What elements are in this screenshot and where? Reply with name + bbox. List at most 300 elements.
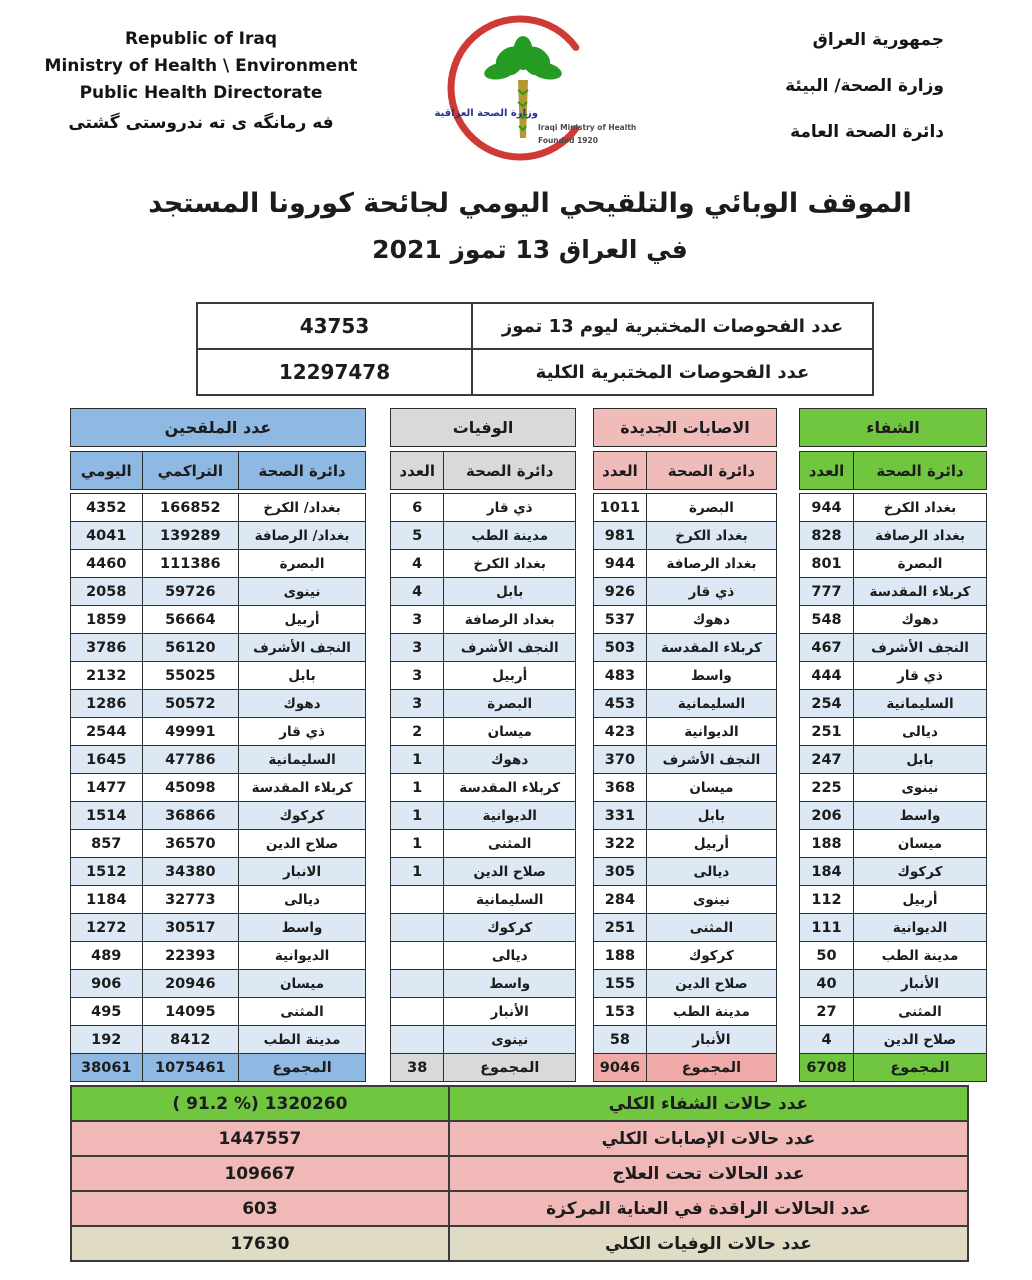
total-tests-label: عدد الفحوصات المختبرية الكلية [535, 361, 810, 383]
new-cases-cell-directorate: البصرة [646, 494, 776, 521]
recoveries-row [799, 662, 987, 690]
new-cases-row [593, 746, 777, 774]
recoveries-row [799, 690, 987, 718]
logo-arabic-text: وزارة الصحة العراقية [434, 108, 538, 119]
recoveries-cell-directorate: بغداد الكرخ [853, 494, 986, 521]
deaths-total-row [390, 1054, 576, 1082]
new-cases-cell-directorate: دهوك [646, 606, 776, 633]
new-cases-cell-count: 537 [604, 611, 636, 628]
vaccinated-row [70, 774, 366, 802]
recoveries-row [799, 858, 987, 886]
summary-row-recoveries [72, 1087, 967, 1120]
recoveries-row [799, 494, 987, 522]
deaths-cell-directorate: الأنبار [443, 998, 575, 1025]
recoveries-cell-directorate: ديالى [853, 718, 986, 745]
deaths-cell-count: 2 [412, 723, 423, 740]
vaccinated-row [70, 690, 366, 718]
deaths-column-headers [390, 451, 576, 490]
recoveries-cell-count: 27 [816, 1003, 837, 1020]
deaths-cell-count: 6 [412, 499, 423, 516]
header-english-block [6, 26, 396, 137]
summary-icu-value: 603 [72, 1192, 450, 1225]
vaccinated-cell-daily: 2544 [86, 723, 127, 740]
recoveries-rows [799, 493, 987, 1082]
new-cases-cell-directorate: بابل [646, 802, 776, 829]
deaths-cell-directorate: بابل [443, 578, 575, 605]
daily-tests-value: 43753 [198, 304, 473, 348]
vaccinated-row [70, 998, 366, 1026]
vaccinated-row [70, 522, 366, 550]
recoveries-cell-count: 254 [811, 695, 842, 712]
new-cases-total-row [593, 1054, 777, 1082]
summary-row-icu [72, 1190, 967, 1225]
recoveries-cell-directorate: البصرة [853, 550, 986, 577]
recoveries-cell-count: 50 [816, 947, 837, 964]
deaths-cell-directorate: صلاح الدين [443, 858, 575, 885]
vaccinated-cell-cumulative: 56120 [142, 634, 239, 661]
recoveries-cell-count: 188 [811, 835, 842, 852]
new-cases-col-header-count: العدد [602, 461, 638, 480]
recoveries-cell-count: 467 [811, 639, 842, 656]
recoveries-cell-directorate: بابل [853, 746, 986, 773]
vaccinated-column-headers [70, 451, 366, 490]
vaccinated-title: عدد الملقحين [70, 408, 366, 447]
vaccinated-cell-directorate: كربلاء المقدسة [238, 774, 365, 801]
deaths-cell-count [391, 914, 443, 941]
recoveries-row [799, 550, 987, 578]
deaths-cell-count: 1 [412, 751, 423, 768]
recoveries-row [799, 718, 987, 746]
summary-recoveries-value: ( 91.2 %) 1320260 [72, 1087, 450, 1120]
vaccinated-row [70, 942, 366, 970]
vaccinated-cell-cumulative: 22393 [142, 942, 239, 969]
deaths-row [390, 550, 576, 578]
new-cases-cell-count: 370 [604, 751, 636, 768]
vaccinated-cell-cumulative: 8412 [142, 1026, 239, 1053]
deaths-cell-directorate: مدينة الطب [443, 522, 575, 549]
recoveries-cell-directorate: أربيل [853, 886, 986, 913]
new-cases-cell-count: 926 [604, 583, 636, 600]
recoveries-cell-directorate: واسط [853, 802, 986, 829]
recoveries-cell-count: 777 [811, 583, 842, 600]
new-cases-cell-count: 251 [604, 919, 636, 936]
deaths-cell-directorate: بغداد الكرخ [443, 550, 575, 577]
new-cases-cell-count: 305 [604, 863, 636, 880]
recoveries-cell-count: 251 [811, 723, 842, 740]
recoveries-cell-count: 225 [811, 779, 842, 796]
deaths-cell-directorate: ذي قار [443, 494, 575, 521]
deaths-cell-directorate: بغداد الرصافة [443, 606, 575, 633]
deaths-table [390, 408, 576, 1082]
summary-under-treatment-value: 109667 [72, 1157, 450, 1190]
new-cases-row [593, 830, 777, 858]
header-arabic-block [684, 30, 944, 168]
header-ar-line-2: وزارة الصحة/ البيئة [785, 76, 944, 96]
vaccinated-cell-daily: 1512 [86, 863, 127, 880]
recoveries-col-header-directorate: دائرة الصحة [853, 452, 986, 489]
deaths-cell-count: 1 [412, 807, 423, 824]
new-cases-cell-directorate: السليمانية [646, 690, 776, 717]
vaccinated-cell-directorate: نينوى [238, 578, 365, 605]
vaccinated-cell-daily: 3786 [86, 639, 127, 656]
vaccinated-cell-daily: 1514 [86, 807, 127, 824]
vaccinated-cell-daily: 4460 [86, 555, 127, 572]
header-ar-line-1: جمهورية العراق [812, 30, 944, 50]
deaths-col-header-directorate: دائرة الصحة [443, 452, 575, 489]
header-ar-line-3: دائرة الصحة العامة [790, 122, 944, 142]
new-cases-cell-count: 1011 [599, 499, 641, 516]
deaths-row [390, 998, 576, 1026]
vaccinated-cell-cumulative: 47786 [142, 746, 239, 773]
palm-tree-leaves [483, 36, 564, 82]
vaccinated-rows [70, 493, 366, 1082]
new-cases-cell-count: 155 [604, 975, 636, 992]
vaccinated-cell-directorate: واسط [238, 914, 365, 941]
vaccinated-row [70, 578, 366, 606]
vaccinated-row [70, 802, 366, 830]
new-cases-cell-count: 331 [604, 807, 636, 824]
vaccinated-cell-directorate: السليمانية [238, 746, 365, 773]
recoveries-cell-directorate: مدينة الطب [853, 942, 986, 969]
new-cases-cell-count: 368 [604, 779, 636, 796]
vaccinated-total-cumulative: 1075461 [142, 1054, 239, 1081]
deaths-row [390, 690, 576, 718]
vaccinated-row [70, 970, 366, 998]
vaccinated-cell-cumulative: 50572 [142, 690, 239, 717]
deaths-cell-count: 1 [412, 863, 423, 880]
recoveries-cell-directorate: ميسان [853, 830, 986, 857]
recoveries-cell-count: 944 [811, 499, 842, 516]
deaths-cell-count: 3 [412, 611, 423, 628]
deaths-cell-directorate: دهوك [443, 746, 575, 773]
deaths-row [390, 774, 576, 802]
vaccinated-cell-cumulative: 30517 [142, 914, 239, 941]
vaccinated-total-row [70, 1054, 366, 1082]
vaccinated-cell-directorate: مدينة الطب [238, 1026, 365, 1053]
summary-icu-label: عدد الحالات الراقدة في العناية المركزة [546, 1198, 871, 1219]
deaths-cell-directorate: واسط [443, 970, 575, 997]
new-cases-row [593, 550, 777, 578]
new-cases-cell-count: 944 [604, 555, 636, 572]
vaccinated-cell-cumulative: 36570 [142, 830, 239, 857]
summary-row-total-cases [72, 1120, 967, 1155]
vaccinated-row [70, 662, 366, 690]
ministry-of-health-logo [420, 6, 640, 174]
deaths-row [390, 718, 576, 746]
new-cases-cell-directorate: بغداد الرصافة [646, 550, 776, 577]
vaccinated-cell-cumulative: 139289 [142, 522, 239, 549]
recoveries-row [799, 1026, 987, 1054]
recoveries-row [799, 746, 987, 774]
deaths-total-count: 38 [407, 1059, 428, 1076]
recoveries-row [799, 634, 987, 662]
vaccinated-cell-cumulative: 111386 [142, 550, 239, 577]
vaccinated-cell-cumulative: 34380 [142, 858, 239, 885]
vaccinated-row [70, 886, 366, 914]
recoveries-cell-count: 4 [821, 1031, 832, 1048]
deaths-cell-count: 3 [412, 639, 423, 656]
vaccinated-cell-daily: 495 [91, 1003, 122, 1020]
new-cases-table [593, 408, 777, 1082]
new-cases-cell-directorate: نينوى [646, 886, 776, 913]
recoveries-cell-directorate: كربلاء المقدسة [853, 578, 986, 605]
new-cases-row [593, 802, 777, 830]
recoveries-cell-count: 801 [811, 555, 842, 572]
deaths-row [390, 858, 576, 886]
recoveries-column-headers [799, 451, 987, 490]
new-cases-cell-count: 423 [604, 723, 636, 740]
new-cases-cell-count: 453 [604, 695, 636, 712]
directorate-tables-area [70, 408, 987, 1082]
new-cases-cell-directorate: ذي قار [646, 578, 776, 605]
recoveries-row [799, 774, 987, 802]
vaccinated-cell-cumulative: 166852 [142, 494, 239, 521]
vaccinated-cell-directorate: أربيل [238, 606, 365, 633]
vaccinated-cell-daily: 1184 [86, 891, 127, 908]
deaths-row [390, 886, 576, 914]
vaccinated-total-directorate: المجموع [238, 1054, 365, 1081]
recoveries-cell-count: 184 [811, 863, 842, 880]
vaccinated-row [70, 634, 366, 662]
deaths-row [390, 662, 576, 690]
deaths-cell-directorate: ديالى [443, 942, 575, 969]
summary-row-total-deaths [72, 1225, 967, 1260]
new-cases-row [593, 690, 777, 718]
daily-tests-row [198, 304, 872, 348]
vaccinated-cell-daily: 1477 [86, 779, 127, 796]
vaccinated-cell-directorate: ميسان [238, 970, 365, 997]
new-cases-row [593, 970, 777, 998]
crescent-palm-logo-icon [420, 6, 640, 174]
deaths-cell-count: 4 [412, 555, 423, 572]
new-cases-cell-directorate: ميسان [646, 774, 776, 801]
new-cases-total-directorate: المجموع [646, 1054, 776, 1081]
vaccinated-col-header-cumulative: التراكمي [142, 452, 239, 489]
vaccinated-cell-daily: 1859 [86, 611, 127, 628]
new-cases-cell-count: 483 [604, 667, 636, 684]
summary-under-treatment-label: عدد الحالات تحت العلاج [612, 1163, 805, 1184]
new-cases-cell-directorate: الديوانية [646, 718, 776, 745]
deaths-row [390, 830, 576, 858]
new-cases-cell-directorate: مدينة الطب [646, 998, 776, 1025]
vaccinated-row [70, 718, 366, 746]
new-cases-cell-count: 153 [604, 1003, 636, 1020]
deaths-row [390, 970, 576, 998]
new-cases-cell-directorate: ديالى [646, 858, 776, 885]
new-cases-rows [593, 493, 777, 1082]
vaccinated-cell-daily: 1272 [86, 919, 127, 936]
new-cases-cell-directorate: بغداد الكرخ [646, 522, 776, 549]
new-cases-row [593, 858, 777, 886]
deaths-row [390, 494, 576, 522]
vaccinated-cell-directorate: بابل [238, 662, 365, 689]
new-cases-cell-count: 322 [604, 835, 636, 852]
vaccinated-cell-directorate: بغداد/ الرصافة [238, 522, 365, 549]
recoveries-row [799, 802, 987, 830]
vaccinated-cell-directorate: صلاح الدين [238, 830, 365, 857]
new-cases-cell-directorate: الأنبار [646, 1026, 776, 1053]
vaccinated-cell-directorate: الديوانية [238, 942, 365, 969]
recoveries-title: الشفاء [799, 408, 987, 447]
deaths-row [390, 746, 576, 774]
recoveries-col-header-count: العدد [808, 461, 845, 480]
vaccinated-col-header-directorate: دائرة الصحة [238, 452, 365, 489]
summary-total-cases-label: عدد حالات الإصابات الكلي [601, 1128, 816, 1149]
recoveries-cell-directorate: المثنى [853, 998, 986, 1025]
new-cases-row [593, 522, 777, 550]
new-cases-cell-directorate: المثنى [646, 914, 776, 941]
vaccinated-cell-cumulative: 59726 [142, 578, 239, 605]
recoveries-row [799, 942, 987, 970]
vaccinated-cell-directorate: النجف الأشرف [238, 634, 365, 661]
vaccinated-cell-directorate: البصرة [238, 550, 365, 577]
deaths-cell-count: 3 [412, 695, 423, 712]
recoveries-cell-directorate: الأنبار [853, 970, 986, 997]
deaths-cell-count [391, 886, 443, 913]
new-cases-total-count: 9046 [599, 1059, 641, 1076]
recoveries-cell-directorate: ذي قار [853, 662, 986, 689]
summary-total-deaths-label: عدد حالات الوفيات الكلي [604, 1233, 812, 1254]
new-cases-cell-count: 981 [604, 527, 636, 544]
recoveries-row [799, 578, 987, 606]
new-cases-row [593, 494, 777, 522]
report-title [0, 188, 1032, 264]
vaccinated-cell-cumulative: 56664 [142, 606, 239, 633]
vaccinated-cell-cumulative: 55025 [142, 662, 239, 689]
recoveries-cell-directorate: النجف الأشرف [853, 634, 986, 661]
vaccinated-row [70, 746, 366, 774]
deaths-row [390, 1026, 576, 1054]
logo-english-text: Iraqi Ministry of Health [538, 123, 637, 132]
new-cases-cell-directorate: النجف الأشرف [646, 746, 776, 773]
deaths-row [390, 606, 576, 634]
deaths-cell-directorate: كربلاء المقدسة [443, 774, 575, 801]
deaths-cell-directorate: كركوك [443, 914, 575, 941]
vaccinated-cell-daily: 2132 [86, 667, 127, 684]
vaccinated-cell-daily: 906 [91, 975, 122, 992]
vaccinated-total-daily: 38061 [81, 1059, 132, 1076]
summary-row-under-treatment [72, 1155, 967, 1190]
deaths-total-directorate: المجموع [443, 1054, 575, 1081]
new-cases-row [593, 1026, 777, 1054]
deaths-cell-directorate: السليمانية [443, 886, 575, 913]
recoveries-cell-directorate: السليمانية [853, 690, 986, 717]
new-cases-row [593, 634, 777, 662]
new-cases-cell-count: 503 [604, 639, 636, 656]
recoveries-row [799, 998, 987, 1026]
summary-total-deaths-value: 17630 [72, 1227, 450, 1260]
recoveries-cell-directorate: نينوى [853, 774, 986, 801]
recoveries-table [799, 408, 987, 1082]
deaths-title: الوفيات [390, 408, 576, 447]
vaccinated-cell-cumulative: 20946 [142, 970, 239, 997]
vaccinated-cell-daily: 4352 [86, 499, 127, 516]
new-cases-row [593, 914, 777, 942]
logo-founded-text: Founded 1920 [538, 136, 598, 145]
new-cases-cell-directorate: واسط [646, 662, 776, 689]
summary-recoveries-label: عدد حالات الشفاء الكلي [608, 1093, 809, 1114]
vaccinated-cell-directorate: الانبار [238, 858, 365, 885]
deaths-cell-directorate: أربيل [443, 662, 575, 689]
recoveries-cell-directorate: دهوك [853, 606, 986, 633]
recoveries-cell-count: 40 [816, 975, 837, 992]
new-cases-cell-directorate: كربلاء المقدسة [646, 634, 776, 661]
vaccinated-row [70, 606, 366, 634]
deaths-cell-count: 1 [412, 835, 423, 852]
vaccinated-cell-directorate: ذي قار [238, 718, 365, 745]
recoveries-cell-count: 206 [811, 807, 842, 824]
recoveries-cell-count: 112 [811, 891, 842, 908]
vaccinated-cell-daily: 489 [91, 947, 122, 964]
vaccinated-cell-cumulative: 14095 [142, 998, 239, 1025]
deaths-row [390, 914, 576, 942]
vaccinated-cell-directorate: المثنى [238, 998, 365, 1025]
new-cases-row [593, 942, 777, 970]
vaccinated-table [70, 408, 366, 1082]
new-cases-cell-directorate: كركوك [646, 942, 776, 969]
deaths-cell-directorate: نينوى [443, 1026, 575, 1053]
vaccinated-row [70, 1026, 366, 1054]
recoveries-cell-directorate: الديوانية [853, 914, 986, 941]
recoveries-cell-directorate: بغداد الرصافة [853, 522, 986, 549]
new-cases-cell-directorate: صلاح الدين [646, 970, 776, 997]
summary-table [70, 1085, 969, 1262]
deaths-row [390, 942, 576, 970]
deaths-row [390, 634, 576, 662]
new-cases-cell-count: 188 [604, 947, 636, 964]
deaths-row [390, 522, 576, 550]
deaths-cell-directorate: المثنى [443, 830, 575, 857]
recoveries-cell-directorate: كركوك [853, 858, 986, 885]
deaths-cell-directorate: الديوانية [443, 802, 575, 829]
new-cases-row [593, 578, 777, 606]
deaths-cell-count [391, 942, 443, 969]
new-cases-row [593, 606, 777, 634]
new-cases-row [593, 718, 777, 746]
vaccinated-cell-cumulative: 36866 [142, 802, 239, 829]
new-cases-row [593, 886, 777, 914]
vaccinated-cell-cumulative: 45098 [142, 774, 239, 801]
recoveries-row [799, 522, 987, 550]
vaccinated-cell-cumulative: 32773 [142, 886, 239, 913]
deaths-cell-directorate: البصرة [443, 690, 575, 717]
new-cases-col-header-directorate: دائرة الصحة [646, 452, 776, 489]
deaths-cell-count: 5 [412, 527, 423, 544]
new-cases-cell-count: 58 [609, 1031, 631, 1048]
vaccinated-cell-directorate: بغداد/ الكرخ [238, 494, 365, 521]
recoveries-row [799, 886, 987, 914]
deaths-cell-count: 1 [412, 779, 423, 796]
deaths-cell-count [391, 970, 443, 997]
total-tests-row [198, 348, 872, 394]
new-cases-cell-count: 284 [604, 891, 636, 908]
deaths-cell-count [391, 998, 443, 1025]
new-cases-row [593, 662, 777, 690]
report-title-line-2: في العراق 13 تموز 2021 [372, 235, 688, 264]
total-tests-value: 12297478 [198, 350, 473, 394]
daily-tests-label: عدد الفحوصات المختبرية ليوم 13 تموز [501, 315, 844, 337]
vaccinated-row [70, 858, 366, 886]
deaths-cell-directorate: ميسان [443, 718, 575, 745]
vaccinated-cell-daily: 2058 [86, 583, 127, 600]
vaccinated-cell-daily: 192 [91, 1031, 122, 1048]
header-en-line-1: Republic of Iraq [124, 29, 278, 49]
recoveries-cell-directorate: صلاح الدين [853, 1026, 986, 1053]
recoveries-total-row [799, 1054, 987, 1082]
deaths-col-header-count: العدد [399, 461, 436, 480]
new-cases-row [593, 998, 777, 1026]
new-cases-column-headers [593, 451, 777, 490]
